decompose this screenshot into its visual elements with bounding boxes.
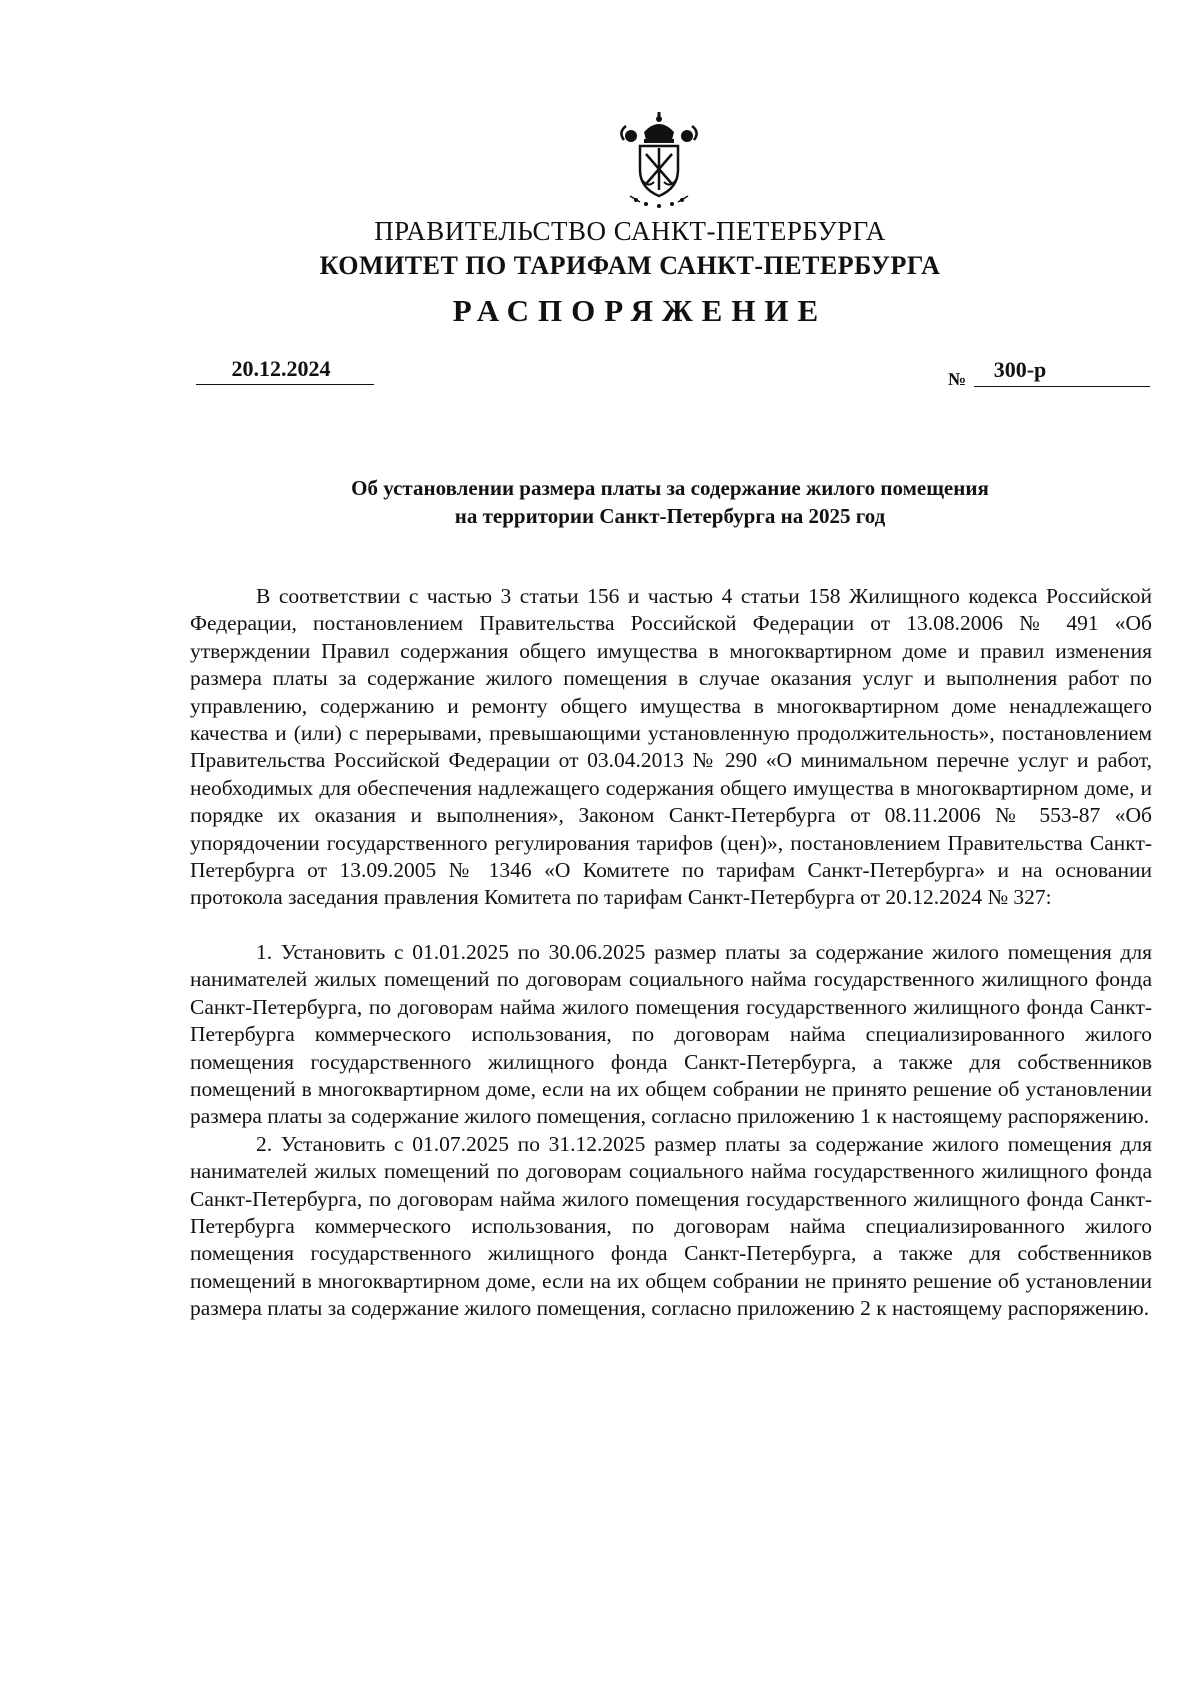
saint-petersburg-coat-of-arms-icon	[614, 110, 704, 210]
document-body	[190, 583, 1152, 1323]
item-1-paragraph: 1. Установить с 01.01.2025 по 30.06.2025 размер платы за содержание жилого помещения для нанимателей жилых помещений по договорам социального найма государственного жилищного фонда Санкт-Петербурга, по договорам найма жилого помещения государственного жилищного фонда Санкт-Петербурга коммерческого использования, по договорам найма специализированного жилого помещения государственного жилищного фонда Санкт-Петербурга, а также для собственников помещений в многоквартирном доме, если на их общем собрании не принято решение об установлении размера платы за содержание жилого помещения, согласно приложению 1 к настоящему распоряжению.	[190, 939, 1152, 1129]
number-field	[974, 357, 1150, 387]
document-number: 300-р	[993, 357, 1047, 382]
preamble-paragraph: В соответствии с частью 3 статьи 156 и частью 4 статьи 158 Жилищного кодекса Российской Федерации, постановлением Правительства Российской Федерации от 13.08.2006 № 491 «Об утверждении Правил содержания общего имущества в многоквартирном доме и правил изменения размера платы за содержание жилого помещения в случае оказания услуг и выполнения работ по управлению, содержанию и ремонту общего имущества в многоквартирном доме ненадлежащего качества и (или) с перерывами, превышающими установленную продолжительность», постановлением Правительства Российской Федерации от 03.04.2013 № 290 «О минимальном перечне услуг и работ, необходимых для обеспечения надлежащего содержания общего имущества в многоквартирном доме, и порядке их оказания и выполнения», Законом Санкт-Петербурга от 08.11.2006 № 553-87 «Об упорядочении государственного регулирования тарифов (цен)», постановлением Правительства Санкт-Петербурга от 13.09.2005 № 1346 «О Комитете по тарифам Санкт-Петербурга» и на основании протокола заседания правления Комитета по тарифам Санкт-Петербурга от 20.12.2024 № 327:	[190, 584, 1152, 910]
title-line-2: на территории Санкт-Петербурга на 2025 год	[454, 504, 886, 528]
date-field	[196, 356, 374, 385]
number-sign: №	[948, 369, 967, 389]
title-line-1: Об установлении размера платы за содержание жилого помещения	[351, 476, 989, 500]
item-2-paragraph: 2. Установить с 01.07.2025 по 31.12.2025 размер платы за содержание жилого помещения для нанимателей жилых помещений по договорам социального найма государственного жилищного фонда Санкт-Петербурга, по договорам найма жилого помещения государственного жилищного фонда Санкт-Петербурга коммерческого использования, по договорам найма специализированного жилого помещения государственного жилищного фонда Санкт-Петербурга, а также для собственников помещений в многоквартирном доме, если на их общем собрании не принято решение об установлении размера платы за содержание жилого помещения, согласно приложению 2 к настоящему распоряжению.	[190, 1131, 1152, 1321]
document-type: РАСПОРЯЖЕНИЕ	[452, 293, 828, 328]
document-title	[190, 474, 1150, 530]
document-date: 20.12.2024	[231, 356, 331, 381]
government-name: ПРАВИТЕЛЬСТВО САНКТ-ПЕТЕРБУРГА	[374, 216, 886, 246]
committee-name: КОМИТЕТ ПО ТАРИФАМ САНКТ-ПЕТЕРБУРГА	[319, 251, 941, 280]
